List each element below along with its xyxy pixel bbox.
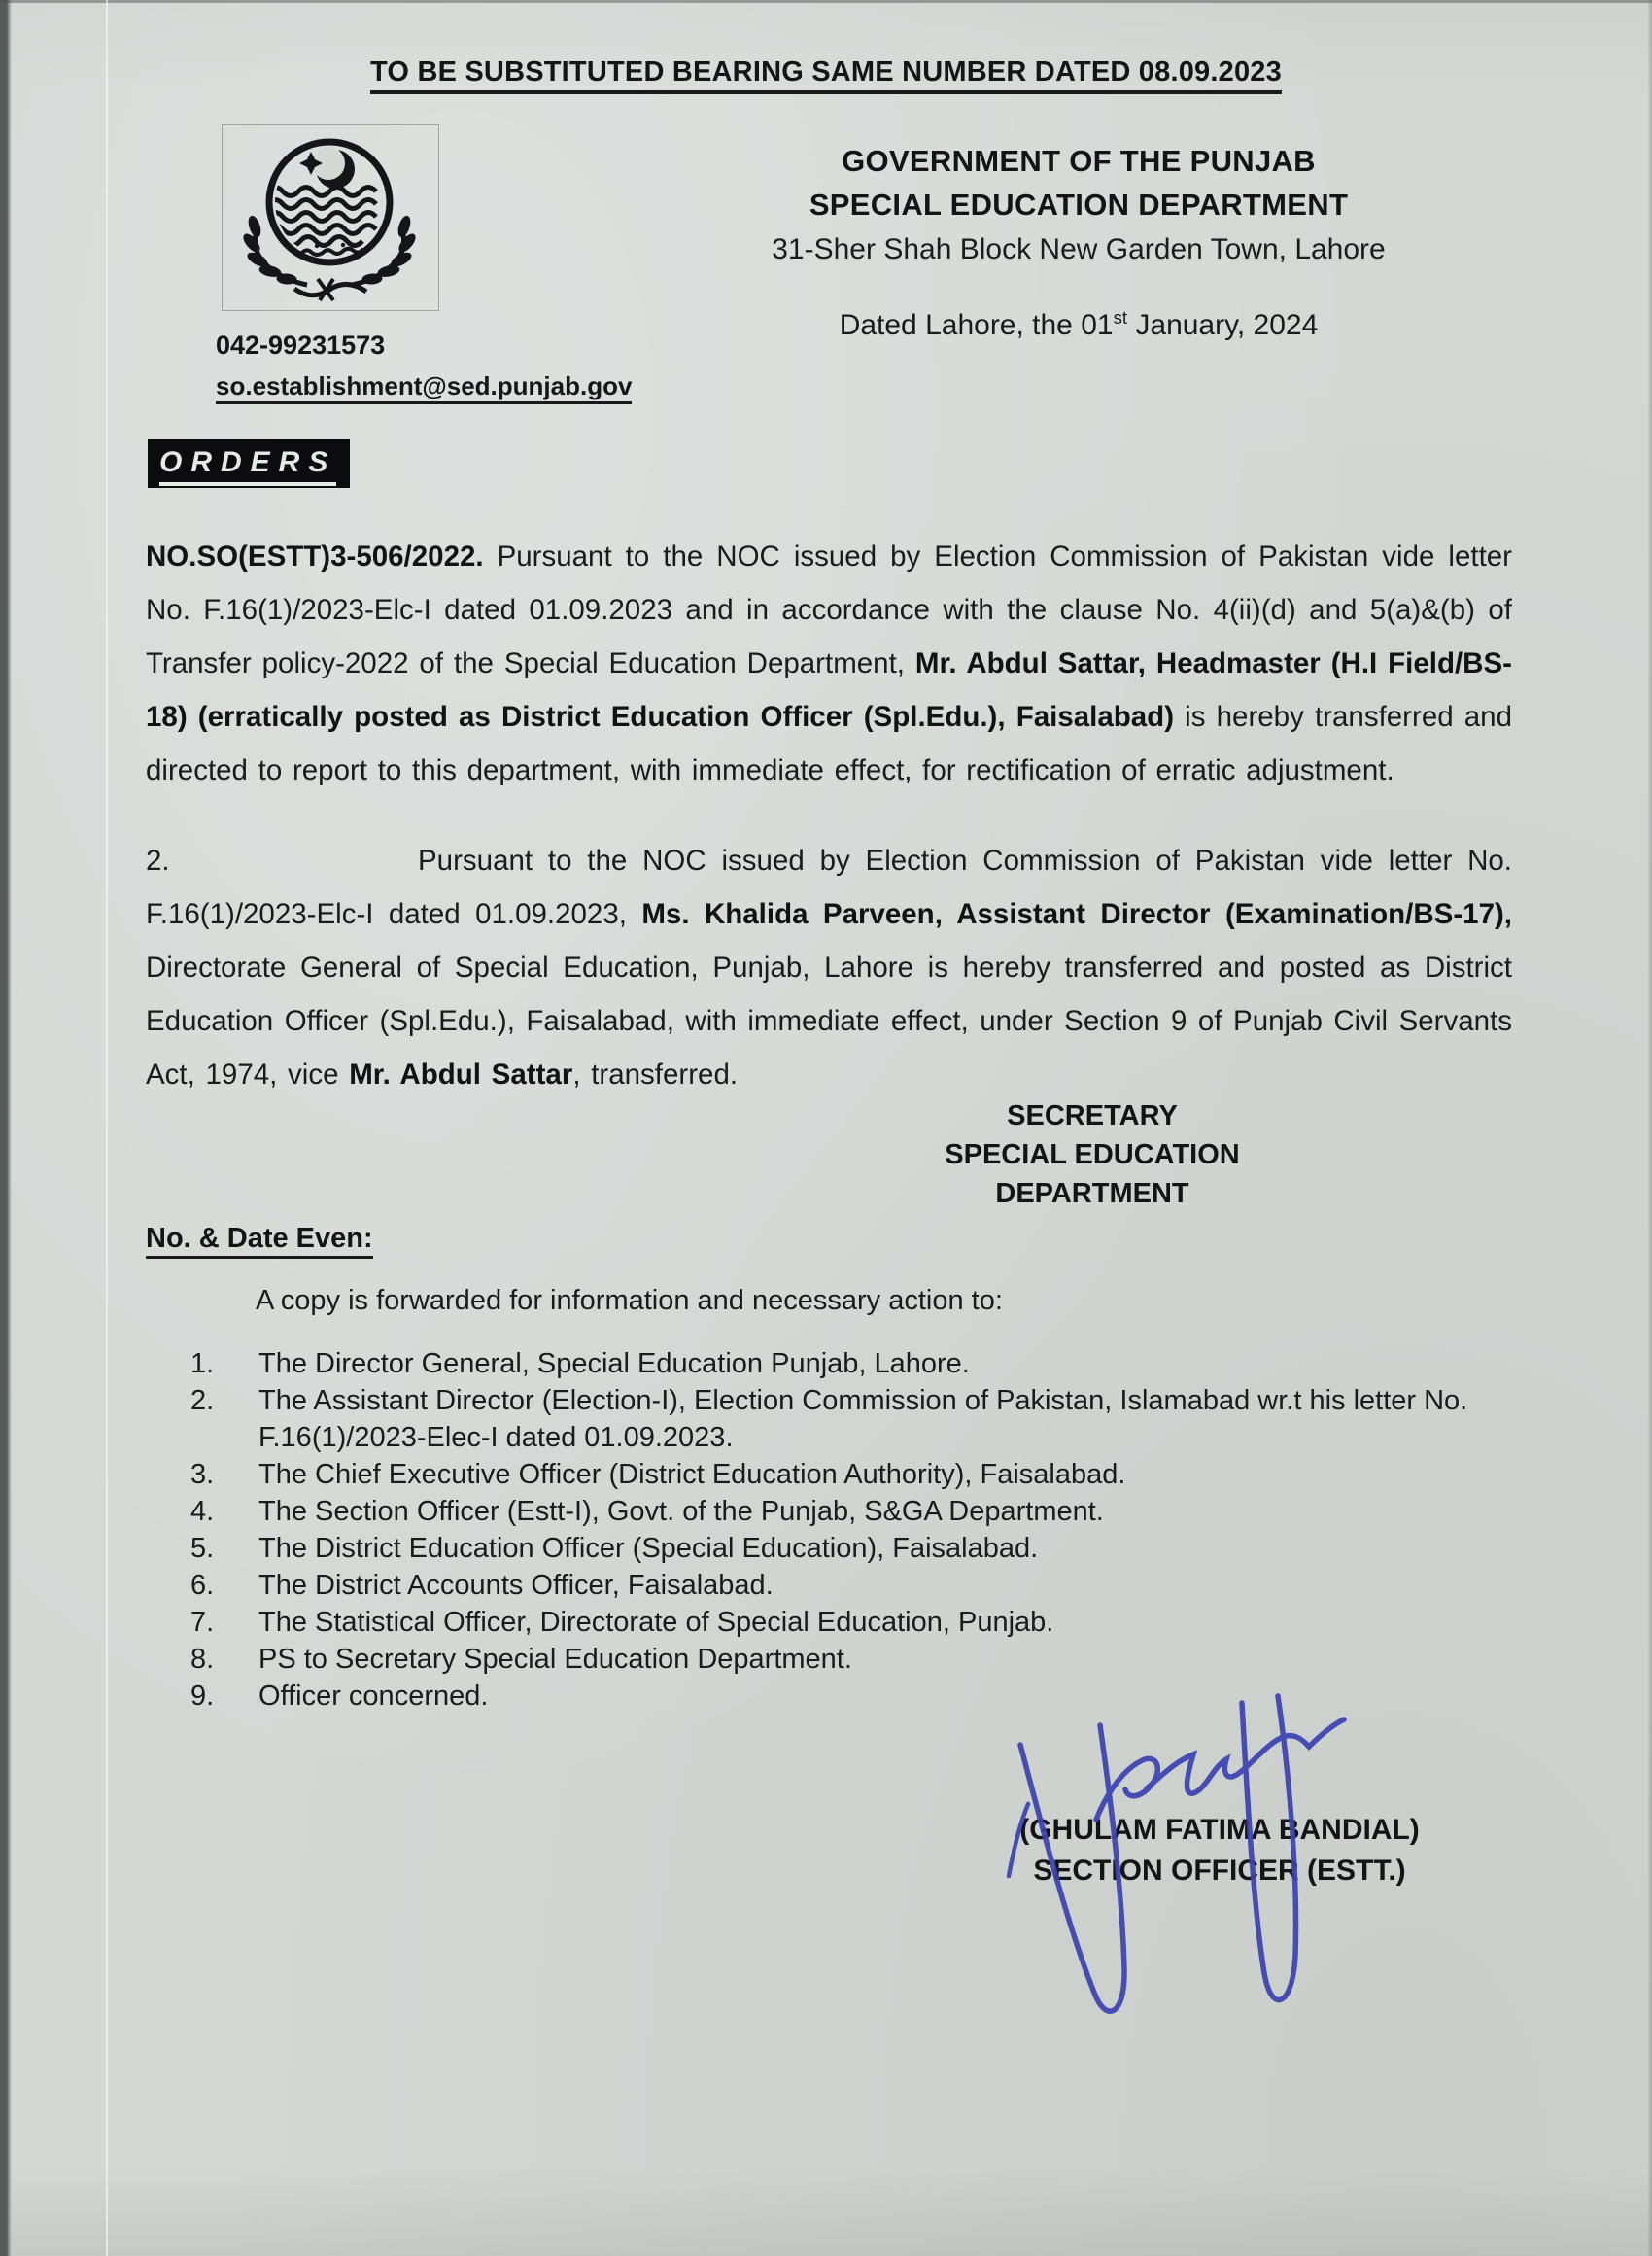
scan-edge-left <box>0 0 12 2256</box>
officer-title: SECTION OFFICER (ESTT.) <box>1033 1855 1406 1887</box>
officer-name: (GHULAM FATIMA BANDIAL) <box>1019 1814 1420 1846</box>
list-item: 3. The Chief Executive Officer (District Education Authority), Faisalabad. <box>190 1459 1126 1490</box>
scan-edge-top <box>0 0 1652 3</box>
list-item: 1. The Director General, Special Education Punjab, Lahore. <box>190 1348 970 1379</box>
address-line: 31-Sher Shah Block New Garden Town, Lahore <box>772 233 1386 265</box>
distribution-intro: A copy is forwarded for information and necessary action to: <box>256 1285 1003 1316</box>
punjab-crest-logo <box>222 124 439 311</box>
list-item: 8. PS to Secretary Special Education Department. <box>190 1644 852 1675</box>
order-paragraph-2: 2. Pursuant to the NOC issued by Election Commission of Pakistan vide letter No. F.16(1)/2023-Elc-I dated 01.09.2023, Ms. Khalida Parveen, Assistant Director (Examination/BS-17), Directorate General of Special Education, Punjab, Lahore is hereby transferred and posted as District Education Officer (Spl.Edu.), Faisalabad, with immediate effect, under Section 9 of Punjab Civil Servants Act, 1974, vice Mr. Abdul Sattar, transferred. <box>146 834 1512 1101</box>
order-paragraph-1: NO.SO(ESTT)3-506/2022. Pursuant to the NOC issued by Election Commission of Pakistan vide letter No. F.16(1)/2023-Elc-I dated 01.09.2023 and in accordance with the clause No. 4(ii)(d) and 5(a)&(b) of Transfer policy-2022 of the Special Education Department, Mr. Abdul Sattar, Headmaster (H.I Field/BS-18) (erratically posted as District Education Officer (Spl.Edu.), Faisalabad) is hereby transferred and directed to report to this department, with immediate effect, for rectification of erratic adjustment. <box>146 540 1512 786</box>
signatory-line: SECRETARY <box>1007 1100 1178 1131</box>
substitution-notice <box>0 56 1652 88</box>
order-ref-number: NO.SO(ESTT)3-506/2022. <box>146 540 484 573</box>
secretary-sign-block <box>898 1096 1287 1213</box>
paragraph-number: 2. <box>146 845 170 877</box>
distribution-list <box>146 1345 1516 1715</box>
department-title: SPECIAL EDUCATION DEPARTMENT <box>809 188 1349 222</box>
email-address: so.establishment@sed.punjab.gov <box>216 371 632 401</box>
distribution-heading: No. & Date Even: <box>146 1223 373 1255</box>
substitution-notice-text: TO BE SUBSTITUTED BEARING SAME NUMBER DATED 08.09.2023 <box>370 56 1282 94</box>
government-title: GOVERNMENT OF THE PUNJAB <box>842 144 1316 178</box>
paper-fold-line <box>106 0 108 2256</box>
dateline: Dated Lahore, the 01st January, 2024 <box>839 307 1319 341</box>
list-item: 5. The District Education Officer (Special Education), Faisalabad. <box>190 1533 1039 1564</box>
phone-number: 042-99231573 <box>216 330 386 360</box>
list-item: 4. The Section Officer (Estt-I), Govt. of the Punjab, S&GA Department. <box>190 1496 1104 1527</box>
scan-edge-right <box>1647 0 1652 2256</box>
list-item: 2. The Assistant Director (Election-I), Election Commission of Pakistan, Islamabad wr.t his letter No. F.16(1)/2023-Elec-I dated 01.09.2023. <box>190 1385 1468 1453</box>
signatory-line: SPECIAL EDUCATION <box>945 1139 1240 1170</box>
list-item: 9. Officer concerned. <box>190 1681 489 1712</box>
signatory-line: DEPARTMENT <box>995 1178 1189 1209</box>
punjab-crest-icon <box>223 125 436 308</box>
list-item: 7. The Statistical Officer, Directorate of Special Education, Punjab. <box>190 1607 1054 1638</box>
list-item: 6. The District Accounts Officer, Faisalabad. <box>190 1570 774 1601</box>
date-ordinal: st <box>1113 307 1128 328</box>
orders-heading: ORDERS <box>148 439 350 488</box>
